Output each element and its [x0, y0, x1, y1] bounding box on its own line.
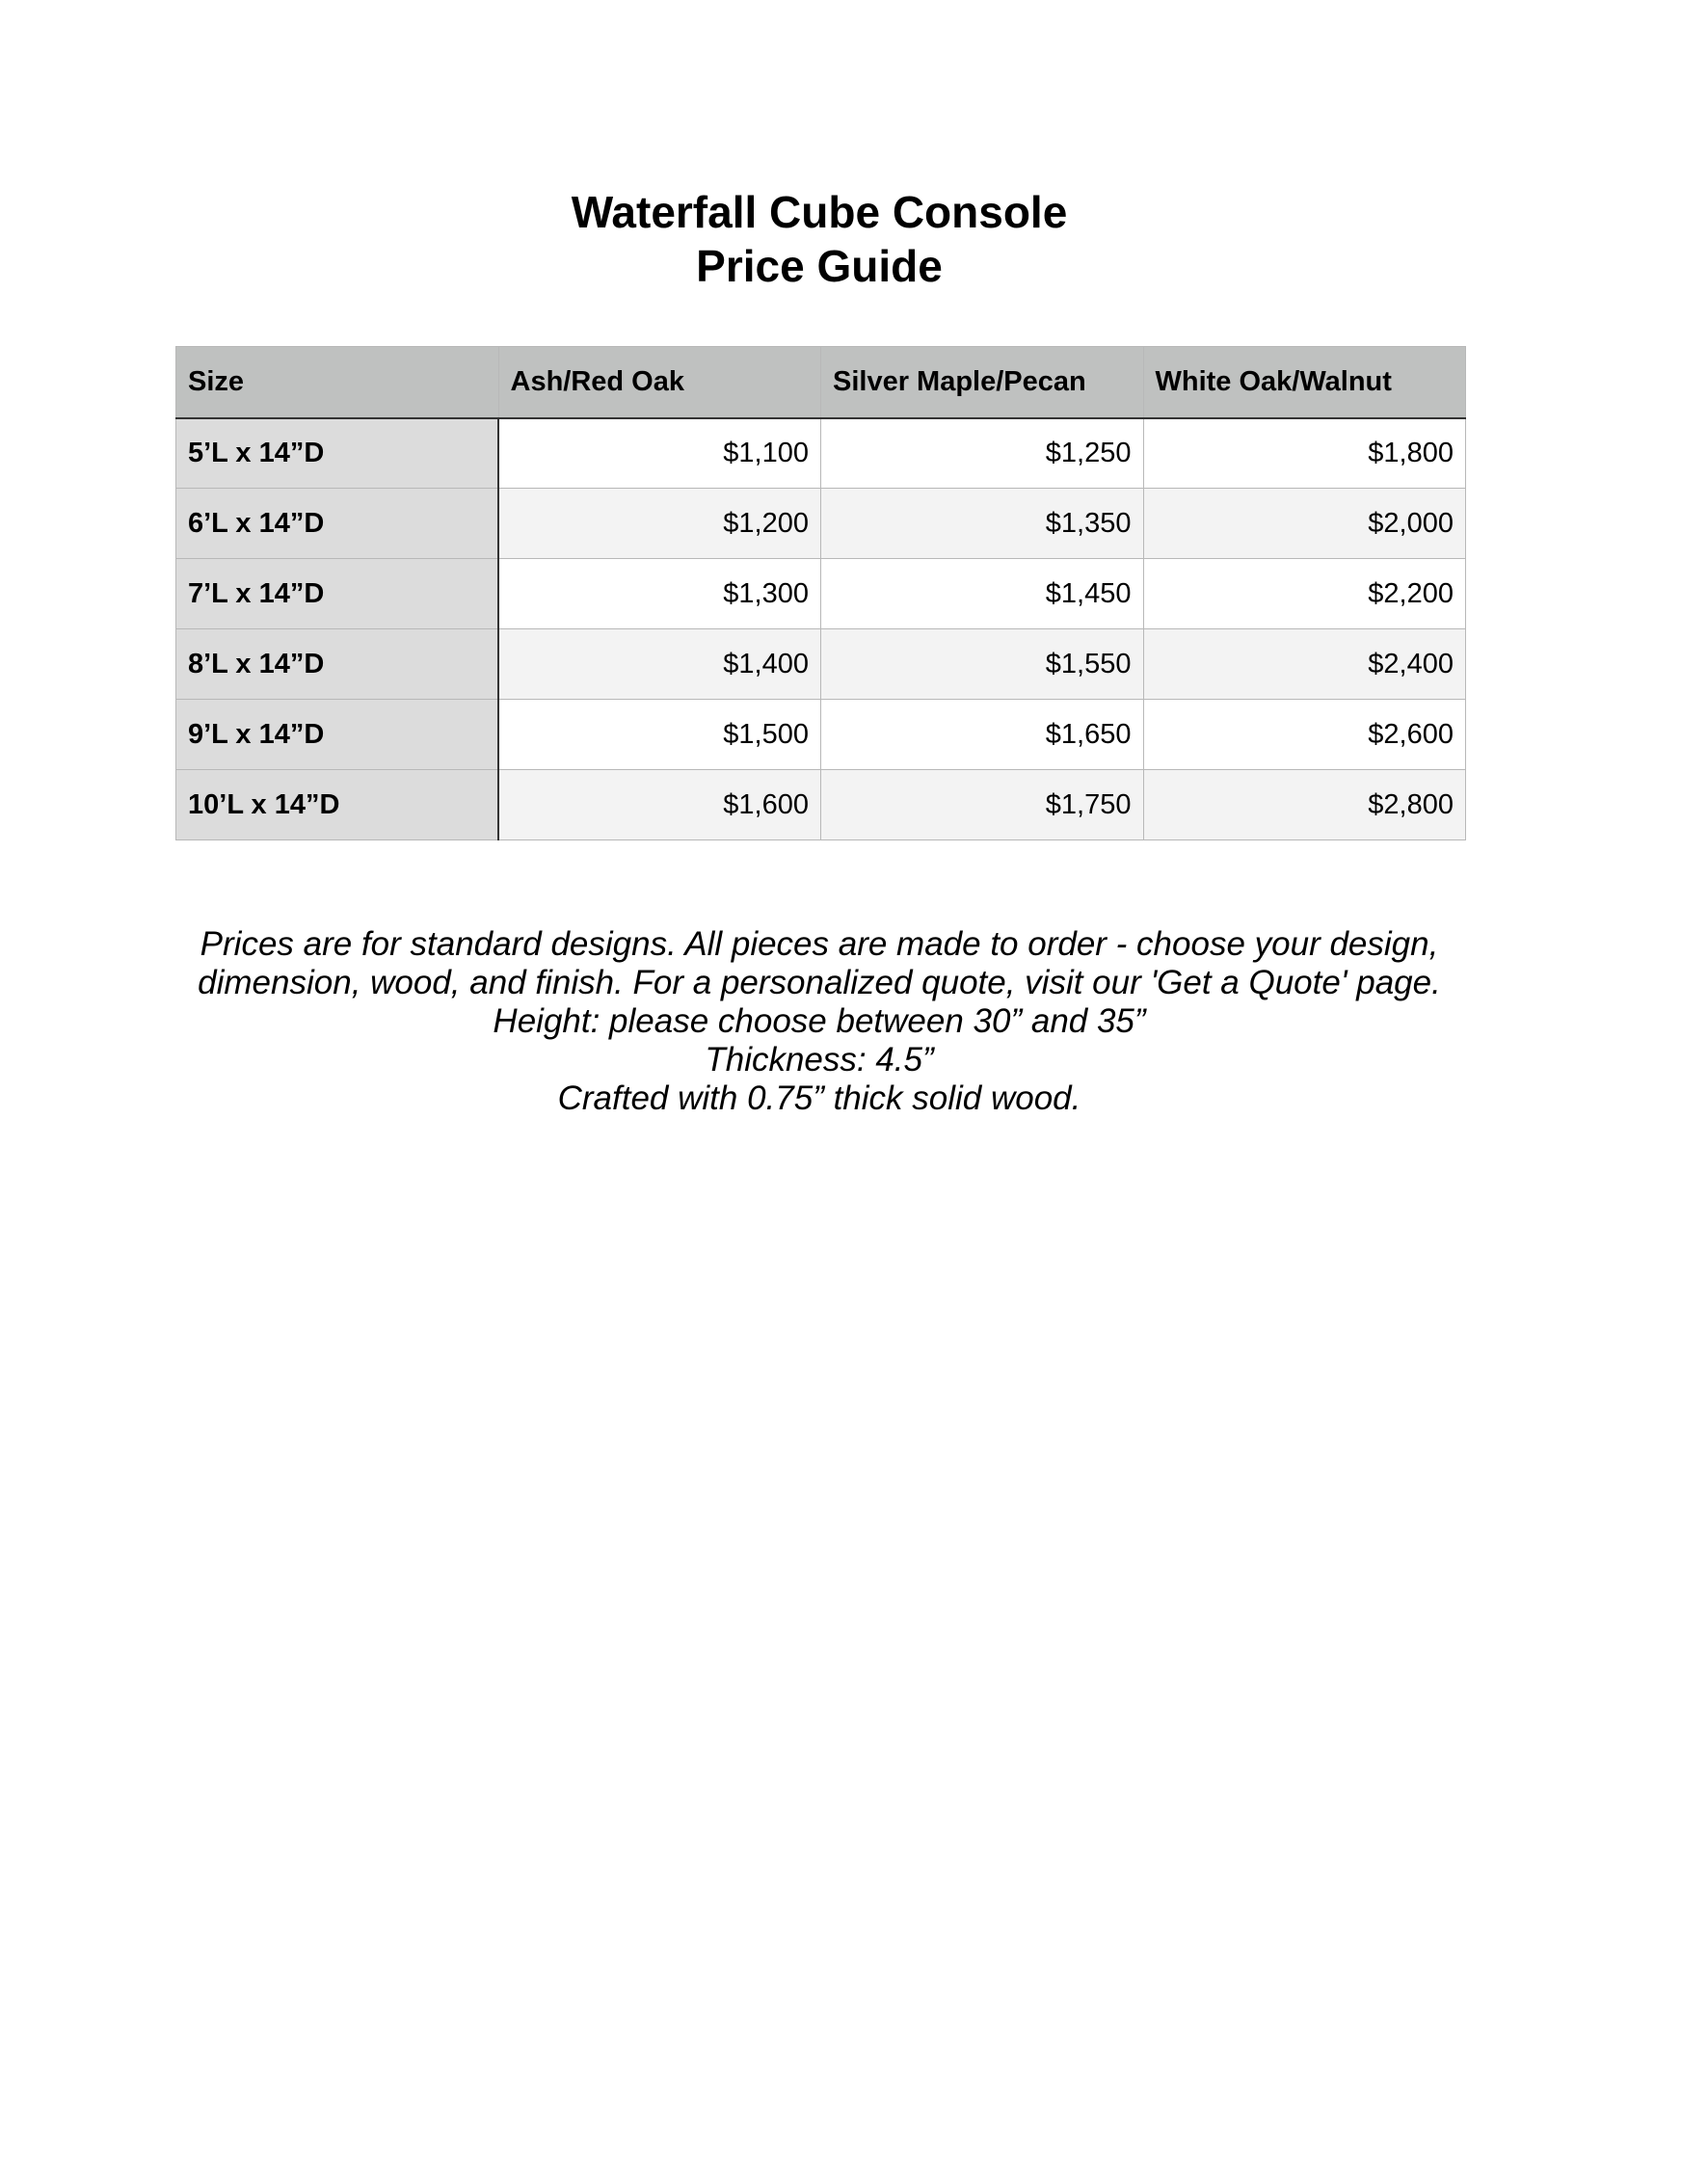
- note-line: Crafted with 0.75” thick solid wood.: [557, 1079, 1081, 1117]
- price-table: [175, 346, 1466, 840]
- size-cell: 9’L x 14”D: [176, 700, 499, 770]
- size-cell: 10’L x 14”D: [176, 770, 499, 840]
- price-cell: $1,650: [821, 700, 1144, 770]
- table-row: [176, 559, 1466, 629]
- size-cell: 5’L x 14”D: [176, 418, 499, 489]
- price-cell: $1,400: [498, 629, 821, 700]
- header-ash-red-oak: Ash/Red Oak: [498, 347, 821, 418]
- price-cell: $2,000: [1143, 489, 1466, 559]
- price-cell: $1,800: [1143, 418, 1466, 489]
- header-white-oak-walnut: White Oak/Walnut: [1143, 347, 1466, 418]
- price-cell: $1,100: [498, 418, 821, 489]
- price-cell: $1,200: [498, 489, 821, 559]
- price-cell: $1,600: [498, 770, 821, 840]
- header-silver-maple-pecan: Silver Maple/Pecan: [821, 347, 1144, 418]
- price-cell: $2,400: [1143, 629, 1466, 700]
- note-line: Height: please choose between 30” and 35”: [493, 1002, 1146, 1040]
- size-cell: 7’L x 14”D: [176, 559, 499, 629]
- price-cell: $1,500: [498, 700, 821, 770]
- page-title: [0, 185, 1639, 293]
- price-cell: $1,250: [821, 418, 1144, 489]
- table-row: [176, 418, 1466, 489]
- size-cell: 6’L x 14”D: [176, 489, 499, 559]
- price-cell: $1,350: [821, 489, 1144, 559]
- price-cell: $2,200: [1143, 559, 1466, 629]
- price-cell: $2,800: [1143, 770, 1466, 840]
- note-line: Prices are for standard designs. All pieces are made to order - choose your design,: [200, 925, 1439, 963]
- price-cell: $1,450: [821, 559, 1144, 629]
- table-row: [176, 629, 1466, 700]
- table-header-row: [176, 347, 1466, 418]
- table-row: [176, 489, 1466, 559]
- header-size: Size: [176, 347, 499, 418]
- note-line: dimension, wood, and finish. For a personalized quote, visit our 'Get a Quote' page.: [198, 964, 1441, 1001]
- pricing-notes: [0, 925, 1639, 1118]
- price-cell: $1,300: [498, 559, 821, 629]
- size-cell: 8’L x 14”D: [176, 629, 499, 700]
- table-row: [176, 770, 1466, 840]
- note-line: Thickness: 4.5”: [705, 1041, 934, 1079]
- price-cell: $1,750: [821, 770, 1144, 840]
- table-row: [176, 700, 1466, 770]
- price-cell: $1,550: [821, 629, 1144, 700]
- title-line-2: Price Guide: [696, 241, 943, 291]
- price-cell: $2,600: [1143, 700, 1466, 770]
- title-line-1: Waterfall Cube Console: [571, 187, 1068, 237]
